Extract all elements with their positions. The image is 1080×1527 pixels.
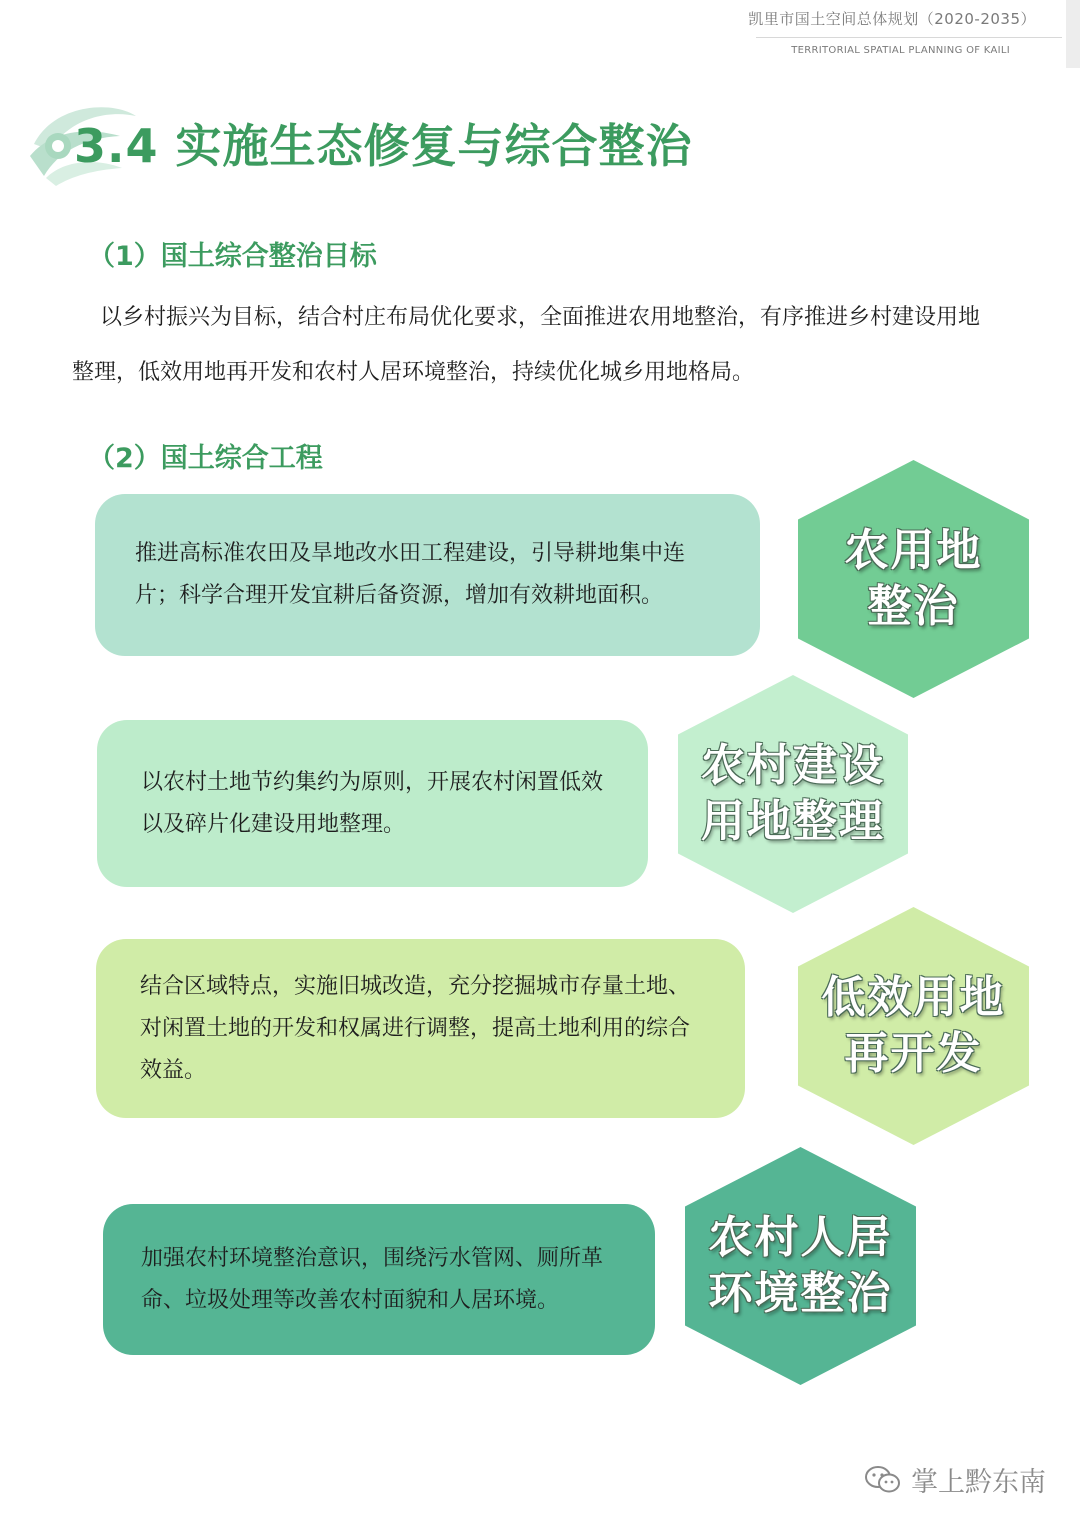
project-hex-construction-land (678, 675, 908, 913)
project-description: 结合区域特点，实施旧城改造，充分挖掘城市存量土地、对闲置土地的开发和权属进行调整，提高土地利用的综合效益。 (140, 973, 691, 1083)
project-hex-redevelopment (798, 907, 1029, 1145)
plan-title: 凯里市国土空间总体规划（2020-2035） (748, 10, 1036, 28)
header-divider (756, 37, 1062, 38)
project-description: 加强农村环境整治意识，围绕污水管网、厕所革命、垃圾处理等改善农村面貌和人居环境。 (141, 1245, 604, 1313)
project-label: 农村人居 环境整治 (708, 1212, 893, 1319)
project-description: 推进高标准农田及旱地改水田工程建设，引导耕地集中连片；科学合理开发宜耕后备资源，增加有效耕地面积。 (135, 541, 686, 608)
watermark (863, 1460, 1046, 1499)
goals-heading: （1）国土综合整治目标 (88, 241, 377, 272)
project-hex-rural-environment (685, 1147, 916, 1385)
project-card-farmland (95, 494, 760, 656)
project-card-rural-environment (103, 1204, 655, 1355)
goals-paragraph: 以乡村振兴为目标，结合村庄布局优化要求，全面推进农用地整治，有序推进乡村建设用地整理，低效用地再开发和农村人居环境整治，持续优化城乡用地格局。 (72, 305, 981, 385)
section-title: 3.4 实施生态修复与综合整治 (74, 119, 693, 173)
plan-title-english: TERRITORIAL SPATIAL PLANNING OF KAILI (791, 45, 1010, 56)
watermark-text: 掌上黔东南 (911, 1467, 1046, 1498)
projects-heading: （2）国土综合工程 (88, 443, 323, 474)
header-side-bar (1066, 0, 1080, 68)
project-label: 低效用地 再开发 (821, 972, 1006, 1079)
project-label: 农用地 整治 (844, 525, 983, 632)
project-label: 农村建设 用地整理 (701, 740, 885, 847)
project-description: 以农村土地节约集约为原则，开展农村闲置低效以及碎片化建设用地整理。 (141, 769, 604, 837)
project-card-construction-land (97, 720, 648, 887)
project-hex-farmland (798, 460, 1029, 698)
wechat-icon (863, 1464, 903, 1496)
project-card-redevelopment (96, 939, 745, 1118)
